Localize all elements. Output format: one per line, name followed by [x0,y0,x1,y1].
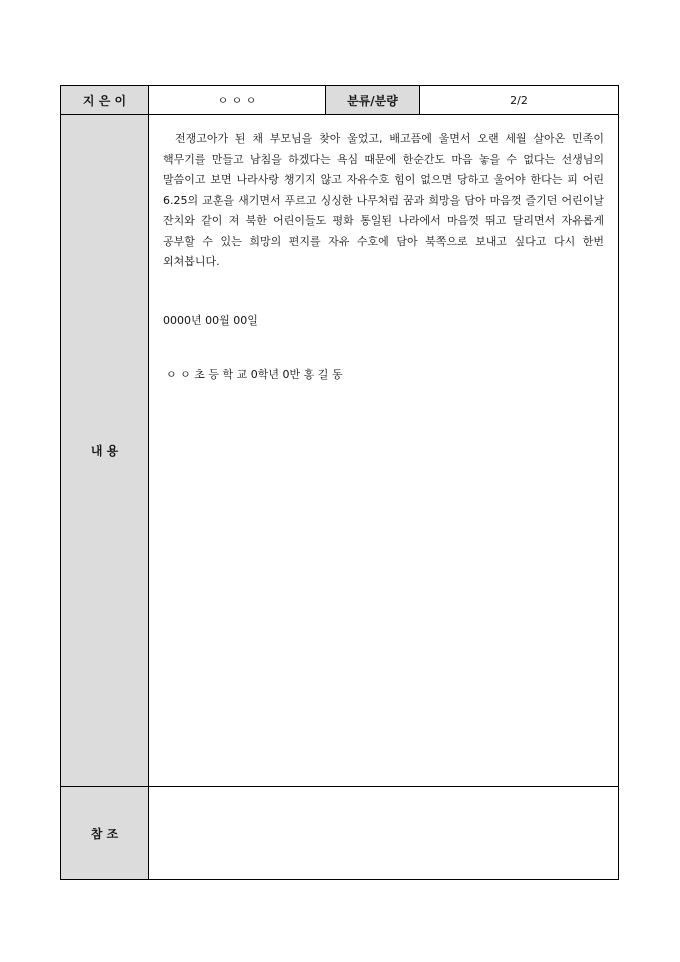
reference-label: 참 조 [61,787,149,880]
content-cell [149,115,619,787]
header-row [61,86,619,115]
essay-form [60,85,618,880]
essay-body: 전쟁고아가 된 채 부모님을 찾아 울었고, 배고픔에 울면서 오랜 세월 살아온 민족이 핵무기를 만들고 남침을 하겠다는 욕심 때문에 한순간도 마음 놓을 수 없다는 선생님의 말씀이고 보면 나라사랑 챙기지 않고 자유수호 힘이 없으면 당하고 울어야 한다는 피 어린 6.25의 교훈을 새기면서 푸르고 싱싱한 나무처럼 꿈과 희망을 담아 마음껏 즐기던 어린이날 잔치와 같이 져 북한 어린이들도 평화 통일된 나라에서 마음껏 뛰고 달리면서 자유롭게 공부할 수 있는 희망의 편지를 자유 수호에 담아 북쪽으로 보내고 싶다고 다시 한번 외쳐봅니다. [163,132,604,268]
author-signature: ㅇ ㅇ 초 등 학 교 0학년 0반 홍 길 동 [166,367,343,381]
author-label: 지 은 이 [61,86,149,115]
essay-date: 0000년 00월 00일 [163,313,258,327]
category-value: 2/2 [420,86,619,115]
reference-value [149,787,619,880]
reference-row [61,787,619,880]
content-label: 내 용 [61,115,149,787]
author-value: ㅇ ㅇ ㅇ [149,86,326,115]
form-table [60,85,619,880]
category-label: 분류/분량 [326,86,420,115]
content-row [61,115,619,787]
